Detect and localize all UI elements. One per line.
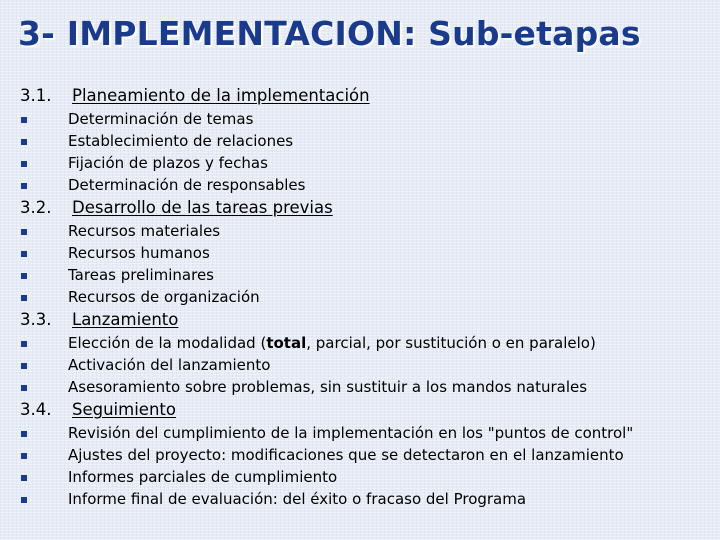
list-item-text: Recursos humanos [68, 244, 210, 262]
list-item-text: Informes parciales de cumplimiento [68, 468, 338, 486]
list-item [20, 220, 710, 242]
list-item-text: Asesoramiento sobre problemas, sin sustituir a los mandos naturales [68, 378, 588, 396]
square-bullet-icon [21, 161, 27, 167]
list-item-text: Tareas preliminares [68, 266, 214, 284]
list-item-bold-text: total [266, 334, 307, 352]
slide-title: 3- IMPLEMENTACION: Sub-etapas [18, 14, 641, 53]
section-number: 3.3. [20, 310, 52, 329]
list-item-text-part: , parcial, por sustitución o en paralelo) [306, 334, 596, 352]
section-item-list [20, 220, 710, 308]
square-bullet-icon [21, 295, 27, 301]
section-lanzamiento [20, 308, 710, 398]
square-bullet-icon [21, 229, 27, 235]
section-label: Seguimiento [72, 400, 176, 419]
list-item [20, 108, 710, 130]
section-item-list [20, 108, 710, 196]
section-heading [20, 196, 710, 220]
section-number: 3.4. [20, 400, 52, 419]
section-item-list [20, 422, 710, 510]
square-bullet-icon [21, 273, 27, 279]
square-bullet-icon [21, 139, 27, 145]
square-bullet-icon [21, 475, 27, 481]
square-bullet-icon [21, 453, 27, 459]
section-tareas-previas [20, 196, 710, 308]
section-label: Planeamiento de la implementación [72, 86, 370, 105]
square-bullet-icon [21, 497, 27, 503]
list-item-text: Informe final de evaluación: del éxito o fracaso del Programa [68, 490, 527, 508]
list-item-text-part: Elección de la modalidad ( [68, 334, 267, 352]
list-item-text: Ajustes del proyecto: modificaciones que se detectaron en el lanzamiento [68, 446, 624, 464]
list-item-text: Revisión del cumplimiento de la implementación en los "puntos de control" [68, 424, 634, 442]
list-item-text: Determinación de responsables [68, 176, 306, 194]
list-item [20, 422, 710, 444]
list-item [20, 130, 710, 152]
list-item [20, 444, 710, 466]
square-bullet-icon [21, 363, 27, 369]
list-item [20, 376, 710, 398]
list-item [20, 264, 710, 286]
section-seguimiento [20, 398, 710, 510]
list-item-text: Activación del lanzamiento [68, 356, 271, 374]
square-bullet-icon [21, 431, 27, 437]
list-item-text: Recursos de organización [68, 288, 260, 306]
list-item-text: Recursos materiales [68, 222, 221, 240]
list-item-text [68, 334, 596, 352]
section-number: 3.2. [20, 198, 52, 217]
section-number: 3.1. [20, 86, 52, 105]
section-label: Desarrollo de las tareas previas [72, 198, 333, 217]
list-item-text: Determinación de temas [68, 110, 254, 128]
list-item-text: Establecimiento de relaciones [68, 132, 294, 150]
section-heading [20, 398, 710, 422]
square-bullet-icon [21, 385, 27, 391]
list-item [20, 286, 710, 308]
list-item [20, 354, 710, 376]
slide-content [20, 84, 710, 510]
section-heading [20, 308, 710, 332]
list-item [20, 152, 710, 174]
section-item-list [20, 332, 710, 398]
section-planeamiento [20, 84, 710, 196]
list-item [20, 242, 710, 264]
list-item-text: Fijación de plazos y fechas [68, 154, 268, 172]
section-heading [20, 84, 710, 108]
section-label: Lanzamiento [72, 310, 179, 329]
list-item [20, 174, 710, 196]
list-item [20, 488, 710, 510]
square-bullet-icon [21, 183, 27, 189]
list-item [20, 466, 710, 488]
square-bullet-icon [21, 251, 27, 257]
list-item [20, 332, 710, 354]
square-bullet-icon [21, 341, 27, 347]
square-bullet-icon [21, 117, 27, 123]
